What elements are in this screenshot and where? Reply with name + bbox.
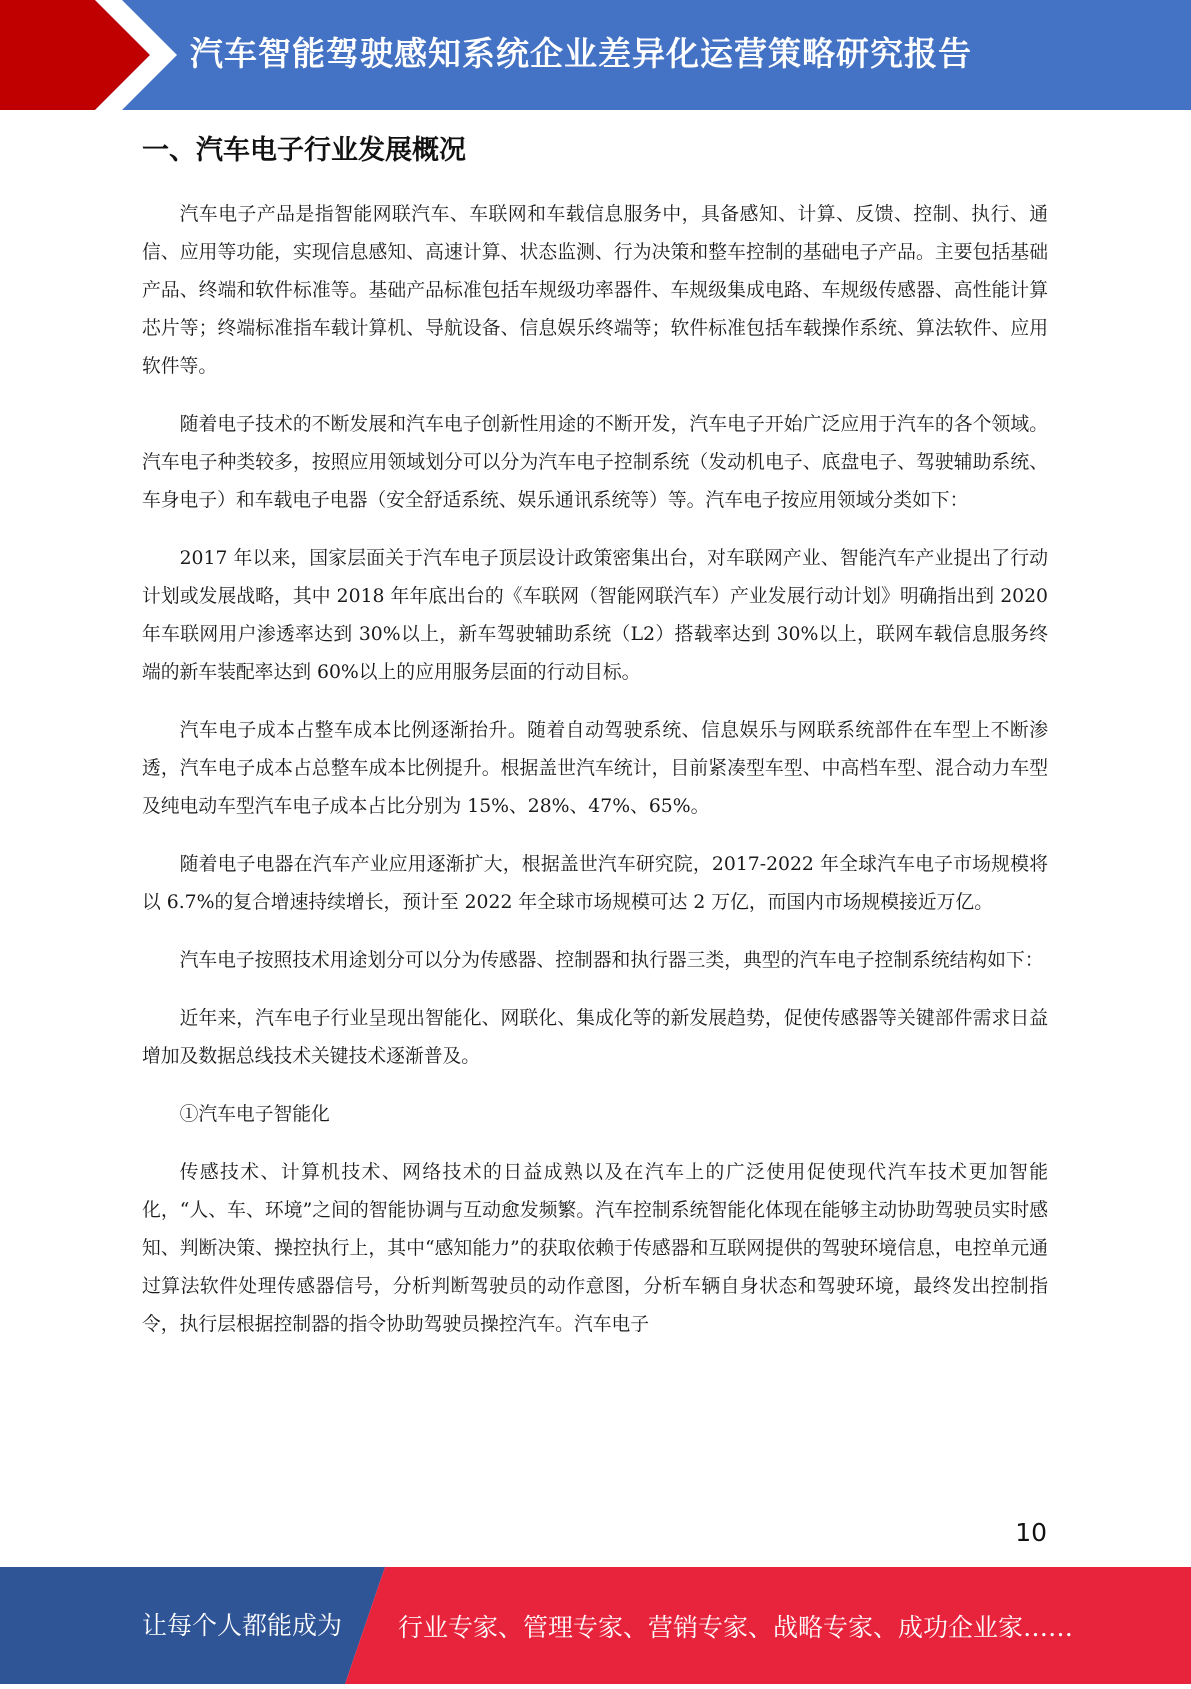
subheading: ①汽车电子智能化 [179, 1104, 330, 1125]
paragraph: 随着电子电器在汽车产业应用逐渐扩大，根据盖世汽车研究院，2017-2022 年全球汽车电子市场规模将以 6.7%的复合增速持续增长，预计至 2022 年全球市场规模可达 2 万亿，而国内市场规模接近万亿。 [142, 854, 1048, 913]
page-header [0, 0, 1191, 110]
paragraph: 汽车电子产品是指智能网联汽车、车联网和车载信息服务中，具备感知、计算、反馈、控制、执行、通信、应用等功能，实现信息感知、高速计算、状态监测、行为决策和整车控制的基础电子产品。主要包括基础产品、终端和软件标准等。基础产品标准包括车规级功率器件、车规级集成电路、车规级传感器、高性能计算芯片等；终端标准指车载计算机、导航设备、信息娱乐终端等；软件标准包括车载操作系统、算法软件、应用软件等。 [142, 204, 1048, 377]
page-number: 10 [1015, 1518, 1047, 1547]
footer-slogan-left: 让每个人都能成为 [142, 1611, 343, 1640]
report-title: 汽车智能驾驶感知系统企业差异化运营策略研究报告 [190, 34, 972, 73]
paragraph: 随着电子技术的不断发展和汽车电子创新性用途的不断开发，汽车电子开始广泛应用于汽车的各个领域。汽车电子种类较多，按照应用领域划分可以分为汽车电子控制系统（发动机电子、底盘电子、驾驶辅助系统、车身电子）和车载电子电器（安全舒适系统、娱乐通讯系统等）等。汽车电子按应用领域分类如下： [142, 414, 1048, 511]
paragraph: 传感技术、计算机技术、网络技术的日益成熟以及在汽车上的广泛使用促使现代汽车技术更加智能化，“人、车、环境”之间的智能协调与互动愈发频繁。汽车控制系统智能化体现在能够主动协助驾驶员实时感知、判断决策、操控执行上，其中“感知能力”的获取依赖于传感器和互联网提供的驾驶环境信息，电控单元通过算法软件处理传感器信号，分析判断驾驶员的动作意图，分析车辆自身状态和驾驶环境，最终发出控制指令，执行层根据控制器的指令协助驾驶员操控汽车。汽车电子 [142, 1162, 1048, 1335]
paragraph: 汽车电子成本占整车成本比例逐渐抬升。随着自动驾驶系统、信息娱乐与网联系统部件在车型上不断渗透，汽车电子成本占总整车成本比例提升。根据盖世汽车统计，目前紧凑型车型、中高档车型、混合动力车型及纯电动车型汽车电子成本占比分别为 15%、28%、47%、65%。 [142, 720, 1048, 817]
paragraph: 汽车电子按照技术用途划分可以分为传感器、控制器和执行器三类，典型的汽车电子控制系统结构如下： [179, 950, 1044, 971]
paragraph: 2017 年以来，国家层面关于汽车电子顶层设计政策密集出台，对车联网产业、智能汽车产业提出了行动计划或发展战略，其中 2018 年年底出台的《车联网（智能网联汽车）产业发展行动计划》明确指出到 2020 年车联网用户渗透率达到 30%以上，新车驾驶辅助系统（L2）搭载率达到 30%以上，联网车载信息服务终端的新车装配率达到 60%以上的应用服务层面的行动目标。 [142, 548, 1048, 683]
paragraph: 近年来，汽车电子行业呈现出智能化、网联化、集成化等的新发展趋势，促使传感器等关键部件需求日益增加及数据总线技术关键技术逐渐普及。 [142, 1008, 1048, 1067]
body-text [142, 196, 1048, 1364]
footer-slogan-right: 行业专家、管理专家、营销专家、战略专家、成功企业家…… [398, 1613, 1074, 1642]
page-footer [0, 1567, 1191, 1684]
section-heading: 一、汽车电子行业发展概况 [142, 135, 466, 166]
